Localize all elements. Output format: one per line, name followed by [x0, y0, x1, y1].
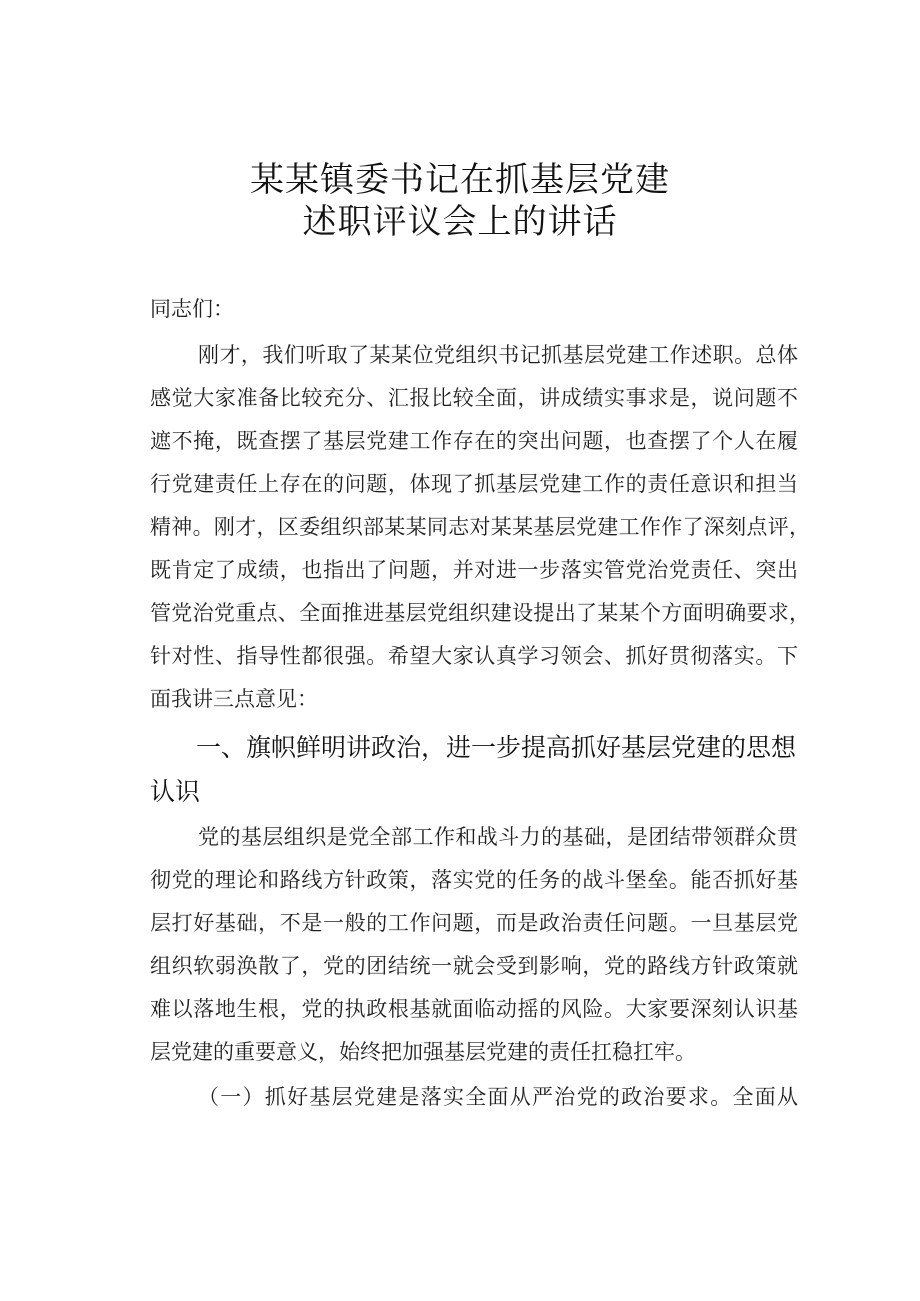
subheading-line: （一）抓好基层党建是落实全面从严治党的政治要求。全面从 — [198, 1085, 798, 1109]
paragraph-2-line: 彻党的理论和路线方针政策，落实党的任务的战斗堡垒。能否抓好基 — [150, 868, 798, 892]
paragraph-1-line: 行党建责任上存在的问题，体现了抓基层党建工作的责任意识和担当 — [150, 472, 798, 496]
paragraph-1-line: 管党治党重点、全面推进基层党组织建设提出了某某个方面明确要求， — [150, 601, 810, 625]
paragraph-1-line: 遮不掩，既查摆了基层党建工作存在的突出问题，也查摆了个人在履 — [150, 429, 798, 453]
section-heading-line: 一、旗帜鲜明讲政治，进一步提高抓好基层党建的思想 — [196, 733, 797, 762]
paragraph-2-line: 层党建的重要意义，始终把加强基层党建的责任扛稳扛牢。 — [150, 1040, 696, 1064]
paragraph-2-line: 党的基层组织是党全部工作和战斗力的基础，是团结带领群众贯 — [198, 825, 798, 849]
paragraph-1-line: 面我讲三点意见： — [150, 687, 318, 711]
salutation: 同志们： — [150, 297, 234, 321]
paragraph-2-line: 难以落地生根，党的执政根基就面临动摇的风险。大家要深刻认识基 — [150, 997, 798, 1021]
document-title-line-1: 某某镇委书记在抓基层党建 — [250, 160, 670, 200]
paragraph-2-line: 层打好基础，不是一般的工作问题，而是政治责任问题。一旦基层党 — [150, 911, 798, 935]
paragraph-1-line: 既肯定了成绩，也指出了问题，并对进一步落实管党治党责任、突出 — [150, 558, 798, 582]
section-heading-line: 认识 — [150, 777, 201, 806]
paragraph-1-line: 精神。刚才，区委组织部某某同志对某某基层党建工作作了深刻点评， — [150, 515, 810, 539]
paragraph-2-line: 组织软弱涣散了，党的团结统一就会受到影响，党的路线方针政策就 — [150, 954, 798, 978]
paragraph-1-line: 感觉大家准备比较充分、汇报比较全面，讲成绩实事求是，说问题不 — [150, 386, 798, 410]
paragraph-1-line: 刚才，我们听取了某某位党组织书记抓基层党建工作述职。总体 — [198, 343, 798, 367]
paragraph-1-line: 针对性、指导性都很强。希望大家认真学习领会、抓好贯彻落实。下 — [150, 644, 798, 668]
document-title-line-2: 述职评议会上的讲话 — [302, 202, 618, 242]
